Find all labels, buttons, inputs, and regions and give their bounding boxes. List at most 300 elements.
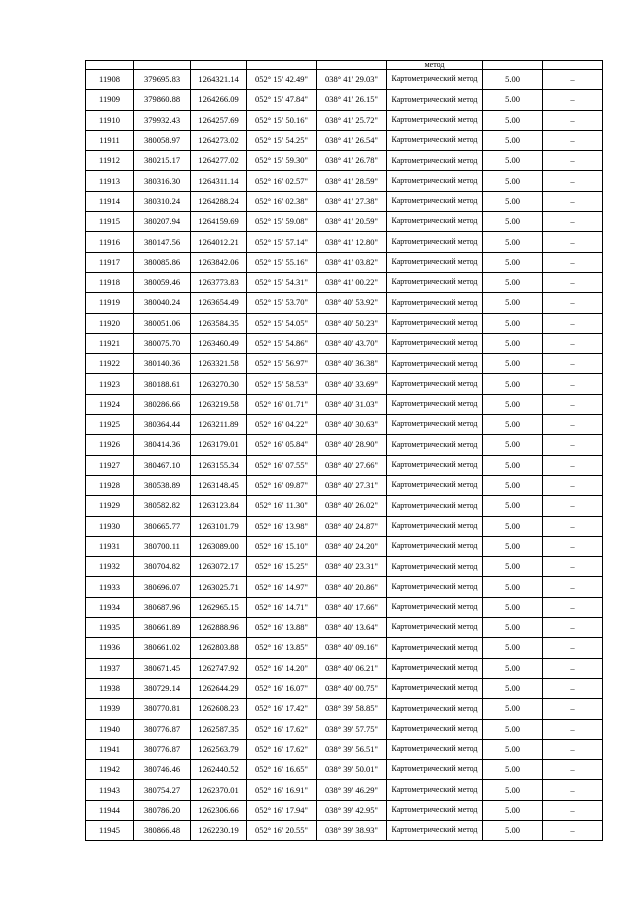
coordinates-table: [85, 60, 603, 841]
y-coordinate-cell: 1264321.14: [191, 70, 247, 90]
latitude-cell: 052° 15' 57.14": [247, 232, 317, 252]
method-cell: Картометрический метод: [387, 597, 483, 617]
accuracy-cell: 5.00: [483, 130, 543, 150]
longitude-cell: 038° 40' 27.66": [317, 455, 387, 475]
accuracy-cell: 5.00: [483, 354, 543, 374]
latitude-cell: 052° 15' 59.30": [247, 151, 317, 171]
x-coordinate-cell: 380051.06: [134, 313, 191, 333]
method-cell: Картометрический метод: [387, 252, 483, 272]
y-coordinate-cell: 1263072.17: [191, 557, 247, 577]
point-number-cell: 11923: [86, 374, 134, 394]
dash-cell: –: [543, 516, 603, 536]
table-row: [86, 171, 603, 191]
y-coordinate-cell: 1262888.96: [191, 618, 247, 638]
point-number-cell: 11926: [86, 435, 134, 455]
dash-cell: –: [543, 618, 603, 638]
table-body: [86, 61, 603, 841]
table-row: [86, 475, 603, 495]
dash-cell: –: [543, 496, 603, 516]
accuracy-cell: 5.00: [483, 293, 543, 313]
y-coordinate-cell: 1264159.69: [191, 212, 247, 232]
dash-cell: –: [543, 374, 603, 394]
table-row: [86, 232, 603, 252]
dash-cell: –: [543, 719, 603, 739]
method-cell: Картометрический метод: [387, 577, 483, 597]
longitude-cell: 038° 39' 58.85": [317, 699, 387, 719]
latitude-cell: 052° 16' 16.07": [247, 678, 317, 698]
table-row: [86, 130, 603, 150]
dash-cell: –: [543, 252, 603, 272]
accuracy-cell: 5.00: [483, 232, 543, 252]
longitude-cell: 038° 40' 20.86": [317, 577, 387, 597]
latitude-cell: 052° 16' 15.25": [247, 557, 317, 577]
table-cell: [191, 61, 247, 70]
y-coordinate-cell: 1263025.71: [191, 577, 247, 597]
latitude-cell: 052° 16' 09.87": [247, 475, 317, 495]
longitude-cell: 038° 40' 00.75": [317, 678, 387, 698]
table-row: [86, 435, 603, 455]
dash-cell: –: [543, 536, 603, 556]
dash-cell: –: [543, 475, 603, 495]
table-cell: [247, 61, 317, 70]
accuracy-cell: 5.00: [483, 171, 543, 191]
method-cell: Картометрический метод: [387, 678, 483, 698]
method-cell: Картометрический метод: [387, 760, 483, 780]
latitude-cell: 052° 15' 56.97": [247, 354, 317, 374]
accuracy-cell: 5.00: [483, 760, 543, 780]
y-coordinate-cell: 1263842.06: [191, 252, 247, 272]
point-number-cell: 11941: [86, 739, 134, 759]
latitude-cell: 052° 15' 54.86": [247, 333, 317, 353]
accuracy-cell: 5.00: [483, 212, 543, 232]
point-number-cell: 11944: [86, 800, 134, 820]
x-coordinate-cell: 380040.24: [134, 293, 191, 313]
x-coordinate-cell: 380414.36: [134, 435, 191, 455]
y-coordinate-cell: 1263321.58: [191, 354, 247, 374]
accuracy-cell: 5.00: [483, 191, 543, 211]
x-coordinate-cell: 380687.96: [134, 597, 191, 617]
method-cell: Картометрический метод: [387, 536, 483, 556]
dash-cell: –: [543, 415, 603, 435]
point-number-cell: 11909: [86, 90, 134, 110]
latitude-cell: 052° 16' 16.65": [247, 760, 317, 780]
dash-cell: –: [543, 739, 603, 759]
method-cell: Картометрический метод: [387, 110, 483, 130]
longitude-cell: 038° 40' 27.31": [317, 475, 387, 495]
table-cell: [543, 61, 603, 70]
point-number-cell: 11939: [86, 699, 134, 719]
accuracy-cell: 5.00: [483, 333, 543, 353]
point-number-cell: 11913: [86, 171, 134, 191]
table-row: [86, 293, 603, 313]
accuracy-cell: 5.00: [483, 455, 543, 475]
latitude-cell: 052° 16' 17.62": [247, 719, 317, 739]
table-row: [86, 557, 603, 577]
table-row: [86, 820, 603, 840]
latitude-cell: 052° 16' 14.97": [247, 577, 317, 597]
table-row: [86, 354, 603, 374]
latitude-cell: 052° 15' 58.53": [247, 374, 317, 394]
method-cell: Картометрический метод: [387, 516, 483, 536]
x-coordinate-cell: 380140.36: [134, 354, 191, 374]
table-row: [86, 455, 603, 475]
latitude-cell: 052° 15' 59.08": [247, 212, 317, 232]
method-cell: Картометрический метод: [387, 70, 483, 90]
latitude-cell: 052° 15' 53.70": [247, 293, 317, 313]
y-coordinate-cell: 1262563.79: [191, 739, 247, 759]
latitude-cell: 052° 15' 54.05": [247, 313, 317, 333]
latitude-cell: 052° 15' 54.31": [247, 272, 317, 292]
dash-cell: –: [543, 90, 603, 110]
longitude-cell: 038° 40' 13.64": [317, 618, 387, 638]
accuracy-cell: 5.00: [483, 435, 543, 455]
longitude-cell: 038° 41' 00.22": [317, 272, 387, 292]
accuracy-cell: 5.00: [483, 780, 543, 800]
accuracy-cell: 5.00: [483, 719, 543, 739]
latitude-cell: 052° 16' 04.22": [247, 415, 317, 435]
accuracy-cell: 5.00: [483, 475, 543, 495]
x-coordinate-cell: 379695.83: [134, 70, 191, 90]
y-coordinate-cell: 1262747.92: [191, 658, 247, 678]
x-coordinate-cell: 380059.46: [134, 272, 191, 292]
x-coordinate-cell: 380776.87: [134, 719, 191, 739]
latitude-cell: 052° 16' 17.62": [247, 739, 317, 759]
method-cell: Картометрический метод: [387, 455, 483, 475]
method-cell: Картометрический метод: [387, 557, 483, 577]
table-row: [86, 719, 603, 739]
x-coordinate-cell: 380661.02: [134, 638, 191, 658]
table-row-continuation: [86, 61, 603, 70]
point-number-cell: 11938: [86, 678, 134, 698]
y-coordinate-cell: 1263179.01: [191, 435, 247, 455]
x-coordinate-cell: 380286.66: [134, 394, 191, 414]
method-cell: Картометрический метод: [387, 293, 483, 313]
longitude-cell: 038° 40' 06.21": [317, 658, 387, 678]
point-number-cell: 11930: [86, 516, 134, 536]
y-coordinate-cell: 1263155.34: [191, 455, 247, 475]
dash-cell: –: [543, 272, 603, 292]
x-coordinate-cell: 380085.86: [134, 252, 191, 272]
longitude-cell: 038° 41' 03.82": [317, 252, 387, 272]
longitude-cell: 038° 40' 36.38": [317, 354, 387, 374]
accuracy-cell: 5.00: [483, 70, 543, 90]
dash-cell: –: [543, 151, 603, 171]
method-cell: Картометрический метод: [387, 618, 483, 638]
point-number-cell: 11942: [86, 760, 134, 780]
longitude-cell: 038° 40' 28.90": [317, 435, 387, 455]
longitude-cell: 038° 40' 24.20": [317, 536, 387, 556]
longitude-cell: 038° 40' 43.70": [317, 333, 387, 353]
y-coordinate-cell: 1262803.88: [191, 638, 247, 658]
accuracy-cell: 5.00: [483, 699, 543, 719]
longitude-cell: 038° 40' 17.66": [317, 597, 387, 617]
y-coordinate-cell: 1263460.49: [191, 333, 247, 353]
point-number-cell: 11935: [86, 618, 134, 638]
method-cell: Картометрический метод: [387, 130, 483, 150]
latitude-cell: 052° 15' 54.25": [247, 130, 317, 150]
y-coordinate-cell: 1263089.00: [191, 536, 247, 556]
latitude-cell: 052° 16' 05.84": [247, 435, 317, 455]
dash-cell: –: [543, 313, 603, 333]
dash-cell: –: [543, 658, 603, 678]
point-number-cell: 11937: [86, 658, 134, 678]
method-cell: Картометрический метод: [387, 212, 483, 232]
point-number-cell: 11915: [86, 212, 134, 232]
point-number-cell: 11945: [86, 820, 134, 840]
x-coordinate-cell: 380665.77: [134, 516, 191, 536]
point-number-cell: 11934: [86, 597, 134, 617]
x-coordinate-cell: 380188.61: [134, 374, 191, 394]
dash-cell: –: [543, 760, 603, 780]
longitude-cell: 038° 41' 27.38": [317, 191, 387, 211]
dash-cell: –: [543, 293, 603, 313]
table-row: [86, 394, 603, 414]
y-coordinate-cell: 1263270.30: [191, 374, 247, 394]
accuracy-cell: 5.00: [483, 151, 543, 171]
table-row: [86, 699, 603, 719]
y-coordinate-cell: 1263211.89: [191, 415, 247, 435]
accuracy-cell: 5.00: [483, 272, 543, 292]
dash-cell: –: [543, 800, 603, 820]
longitude-cell: 038° 40' 33.69": [317, 374, 387, 394]
latitude-cell: 052° 16' 13.85": [247, 638, 317, 658]
table-row: [86, 516, 603, 536]
point-number-cell: 11918: [86, 272, 134, 292]
accuracy-cell: 5.00: [483, 638, 543, 658]
x-coordinate-cell: 380671.45: [134, 658, 191, 678]
dash-cell: –: [543, 110, 603, 130]
accuracy-cell: 5.00: [483, 90, 543, 110]
method-cell: Картометрический метод: [387, 171, 483, 191]
table-row: [86, 760, 603, 780]
latitude-cell: 052° 16' 17.94": [247, 800, 317, 820]
longitude-cell: 038° 39' 46.29": [317, 780, 387, 800]
dash-cell: –: [543, 212, 603, 232]
y-coordinate-cell: 1262965.15: [191, 597, 247, 617]
longitude-cell: 038° 41' 25.72": [317, 110, 387, 130]
method-cell: Картометрический метод: [387, 638, 483, 658]
longitude-cell: 038° 41' 26.15": [317, 90, 387, 110]
longitude-cell: 038° 40' 50.23": [317, 313, 387, 333]
point-number-cell: 11924: [86, 394, 134, 414]
longitude-cell: 038° 40' 53.92": [317, 293, 387, 313]
dash-cell: –: [543, 699, 603, 719]
x-coordinate-cell: 379932.43: [134, 110, 191, 130]
point-number-cell: 11932: [86, 557, 134, 577]
method-cell: Картометрический метод: [387, 313, 483, 333]
table-row: [86, 577, 603, 597]
x-coordinate-cell: 380582.82: [134, 496, 191, 516]
longitude-cell: 038° 39' 42.95": [317, 800, 387, 820]
point-number-cell: 11940: [86, 719, 134, 739]
accuracy-cell: 5.00: [483, 415, 543, 435]
method-cell: Картометрический метод: [387, 415, 483, 435]
dash-cell: –: [543, 333, 603, 353]
method-cell: Картометрический метод: [387, 151, 483, 171]
latitude-cell: 052° 16' 20.55": [247, 820, 317, 840]
accuracy-cell: 5.00: [483, 800, 543, 820]
longitude-cell: 038° 41' 28.59": [317, 171, 387, 191]
point-number-cell: 11928: [86, 475, 134, 495]
method-cell: Картометрический метод: [387, 191, 483, 211]
x-coordinate-cell: 380776.87: [134, 739, 191, 759]
point-number-cell: 11911: [86, 130, 134, 150]
x-coordinate-cell: 380754.27: [134, 780, 191, 800]
table-row: [86, 678, 603, 698]
x-coordinate-cell: 380770.81: [134, 699, 191, 719]
accuracy-cell: 5.00: [483, 577, 543, 597]
table-row: [86, 212, 603, 232]
dash-cell: –: [543, 70, 603, 90]
method-cell: Картометрический метод: [387, 374, 483, 394]
method-cell: Картометрический метод: [387, 475, 483, 495]
accuracy-cell: 5.00: [483, 597, 543, 617]
dash-cell: –: [543, 455, 603, 475]
table-row: [86, 496, 603, 516]
latitude-cell: 052° 16' 17.42": [247, 699, 317, 719]
dash-cell: –: [543, 597, 603, 617]
latitude-cell: 052° 16' 14.20": [247, 658, 317, 678]
x-coordinate-cell: 380207.94: [134, 212, 191, 232]
y-coordinate-cell: 1262587.35: [191, 719, 247, 739]
accuracy-cell: 5.00: [483, 374, 543, 394]
x-coordinate-cell: 380866.48: [134, 820, 191, 840]
x-coordinate-cell: 380467.10: [134, 455, 191, 475]
point-number-cell: 11916: [86, 232, 134, 252]
accuracy-cell: 5.00: [483, 110, 543, 130]
y-coordinate-cell: 1263123.84: [191, 496, 247, 516]
latitude-cell: 052° 15' 55.16": [247, 252, 317, 272]
y-coordinate-cell: 1264311.14: [191, 171, 247, 191]
table-row: [86, 658, 603, 678]
table-row: [86, 90, 603, 110]
table-row: [86, 638, 603, 658]
longitude-cell: 038° 41' 26.54": [317, 130, 387, 150]
x-coordinate-cell: 380696.07: [134, 577, 191, 597]
x-coordinate-cell: 380729.14: [134, 678, 191, 698]
table-row: [86, 333, 603, 353]
method-cell: метод: [387, 61, 483, 70]
y-coordinate-cell: 1263654.49: [191, 293, 247, 313]
method-cell: Картометрический метод: [387, 394, 483, 414]
x-coordinate-cell: 380310.24: [134, 191, 191, 211]
accuracy-cell: 5.00: [483, 252, 543, 272]
method-cell: Картометрический метод: [387, 800, 483, 820]
latitude-cell: 052° 16' 14.71": [247, 597, 317, 617]
method-cell: Картометрический метод: [387, 699, 483, 719]
table-row: [86, 110, 603, 130]
x-coordinate-cell: 380215.17: [134, 151, 191, 171]
y-coordinate-cell: 1263101.79: [191, 516, 247, 536]
longitude-cell: 038° 40' 31.03": [317, 394, 387, 414]
method-cell: Картометрический метод: [387, 496, 483, 516]
point-number-cell: 11925: [86, 415, 134, 435]
y-coordinate-cell: 1263219.58: [191, 394, 247, 414]
longitude-cell: 038° 41' 29.03": [317, 70, 387, 90]
longitude-cell: 038° 40' 26.02": [317, 496, 387, 516]
dash-cell: –: [543, 130, 603, 150]
accuracy-cell: 5.00: [483, 516, 543, 536]
latitude-cell: 052° 16' 07.55": [247, 455, 317, 475]
point-number-cell: 11933: [86, 577, 134, 597]
point-number-cell: 11919: [86, 293, 134, 313]
longitude-cell: 038° 41' 20.59": [317, 212, 387, 232]
table-row: [86, 597, 603, 617]
longitude-cell: 038° 41' 12.80": [317, 232, 387, 252]
table-row: [86, 374, 603, 394]
latitude-cell: 052° 16' 15.10": [247, 536, 317, 556]
y-coordinate-cell: 1263773.83: [191, 272, 247, 292]
longitude-cell: 038° 39' 38.93": [317, 820, 387, 840]
dash-cell: –: [543, 171, 603, 191]
point-number-cell: 11920: [86, 313, 134, 333]
x-coordinate-cell: 380316.30: [134, 171, 191, 191]
point-number-cell: 11927: [86, 455, 134, 475]
accuracy-cell: 5.00: [483, 496, 543, 516]
y-coordinate-cell: 1264277.02: [191, 151, 247, 171]
x-coordinate-cell: 380364.44: [134, 415, 191, 435]
point-number-cell: 11936: [86, 638, 134, 658]
table-row: [86, 313, 603, 333]
table-row: [86, 415, 603, 435]
y-coordinate-cell: 1262306.66: [191, 800, 247, 820]
table-row: [86, 536, 603, 556]
point-number-cell: 11921: [86, 333, 134, 353]
dash-cell: –: [543, 638, 603, 658]
x-coordinate-cell: 380538.89: [134, 475, 191, 495]
x-coordinate-cell: 380147.56: [134, 232, 191, 252]
x-coordinate-cell: 380661.89: [134, 618, 191, 638]
y-coordinate-cell: 1262370.01: [191, 780, 247, 800]
latitude-cell: 052° 16' 13.88": [247, 618, 317, 638]
method-cell: Картометрический метод: [387, 658, 483, 678]
table-row: [86, 272, 603, 292]
table-row: [86, 618, 603, 638]
x-coordinate-cell: 380786.20: [134, 800, 191, 820]
y-coordinate-cell: 1264273.02: [191, 130, 247, 150]
longitude-cell: 038° 39' 57.75": [317, 719, 387, 739]
point-number-cell: 11943: [86, 780, 134, 800]
accuracy-cell: 5.00: [483, 557, 543, 577]
dash-cell: –: [543, 191, 603, 211]
point-number-cell: 11912: [86, 151, 134, 171]
x-coordinate-cell: 380058.97: [134, 130, 191, 150]
longitude-cell: 038° 41' 26.78": [317, 151, 387, 171]
accuracy-cell: 5.00: [483, 820, 543, 840]
method-cell: Картометрический метод: [387, 272, 483, 292]
latitude-cell: 052° 15' 47.84": [247, 90, 317, 110]
point-number-cell: 11929: [86, 496, 134, 516]
method-cell: Картометрический метод: [387, 90, 483, 110]
longitude-cell: 038° 40' 09.16": [317, 638, 387, 658]
dash-cell: –: [543, 577, 603, 597]
table-row: [86, 739, 603, 759]
accuracy-cell: 5.00: [483, 658, 543, 678]
point-number-cell: 11917: [86, 252, 134, 272]
table-cell: [134, 61, 191, 70]
latitude-cell: 052° 15' 50.16": [247, 110, 317, 130]
y-coordinate-cell: 1264288.24: [191, 191, 247, 211]
method-cell: Картометрический метод: [387, 820, 483, 840]
accuracy-cell: 5.00: [483, 678, 543, 698]
method-cell: Картометрический метод: [387, 435, 483, 455]
table-cell: [317, 61, 387, 70]
longitude-cell: 038° 39' 56.51": [317, 739, 387, 759]
dash-cell: –: [543, 780, 603, 800]
y-coordinate-cell: 1262608.23: [191, 699, 247, 719]
latitude-cell: 052° 16' 02.38": [247, 191, 317, 211]
latitude-cell: 052° 16' 01.71": [247, 394, 317, 414]
